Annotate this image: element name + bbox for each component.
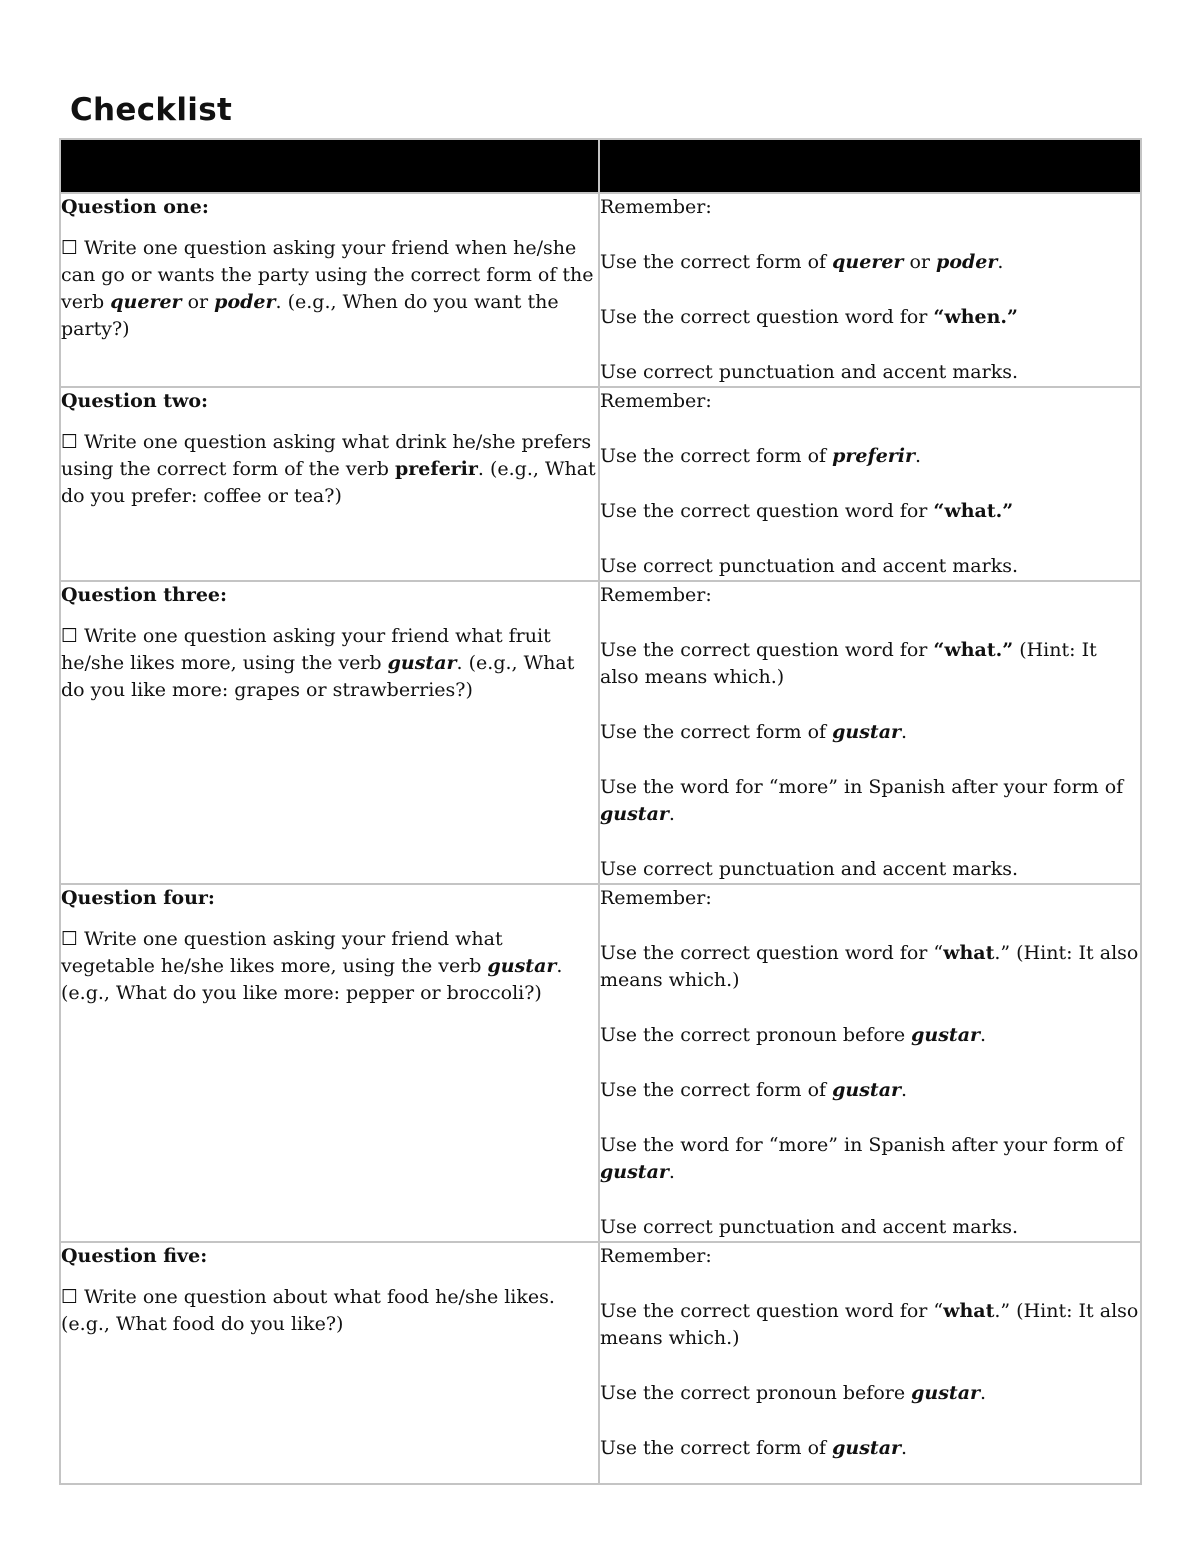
checklist-item: Use the correct form of querer or poder.: [600, 251, 1004, 273]
question-cell: [60, 193, 599, 387]
header-cell-task: [60, 139, 599, 193]
question-cell: [60, 884, 599, 1242]
checklist-item: Use the correct question word for “what.” (Hint: It also means which.): [600, 1300, 1139, 1349]
page-title: Checklist: [70, 92, 233, 128]
table-header-row: [60, 139, 1141, 193]
question-heading: Question one:: [61, 196, 209, 218]
checkbox-icon[interactable]: ☐: [61, 431, 79, 453]
checklist-item: Use the correct form of gustar.: [600, 1079, 908, 1101]
checkbox-icon[interactable]: ☐: [61, 237, 79, 259]
question-cell: [60, 1242, 599, 1484]
checklist-item: Use the correct pronoun before gustar.: [600, 1382, 987, 1404]
remember-label: Remember:: [600, 584, 712, 606]
question-heading: Question five:: [61, 1245, 208, 1267]
remember-label: Remember:: [600, 390, 712, 412]
question-cell: [60, 581, 599, 884]
task-text: ☐ Write one question about what food he/she likes. (e.g., What food do you like?): [61, 1286, 555, 1335]
task-text: ☐ Write one question asking what drink he/she prefers using the correct form of the verb preferir. (e.g., What do you prefer: coffee or tea?): [61, 431, 596, 507]
question-heading: Question four:: [61, 887, 215, 909]
checkbox-icon[interactable]: ☐: [61, 928, 79, 950]
checklist-table: [59, 138, 1142, 1485]
checkbox-icon[interactable]: ☐: [61, 1286, 79, 1308]
checkbox-icon[interactable]: ☐: [61, 625, 79, 647]
remember-cell: [599, 193, 1141, 387]
remember-cell: [599, 884, 1141, 1242]
task-text: ☐ Write one question asking your friend what fruit he/she likes more, using the verb gustar. (e.g., What do you like more: grapes or strawberries?): [61, 625, 575, 701]
table-row: [60, 193, 1141, 387]
remember-label: Remember:: [600, 1245, 712, 1267]
checklist-item: Use the word for “more” in Spanish after your form of gustar.: [600, 776, 1124, 825]
table-row: [60, 1242, 1141, 1484]
task-text: ☐ Write one question asking your friend what vegetable he/she likes more, using the verb gustar. (e.g., What do you like more: pepper or broccoli?): [61, 928, 563, 1004]
remember-label: Remember:: [600, 196, 712, 218]
checklist-item: Use the correct question word for “what.” (Hint: It also means which.): [600, 639, 1097, 688]
checklist-item: Use the correct pronoun before gustar.: [600, 1024, 987, 1046]
question-heading: Question two:: [61, 390, 209, 412]
remember-label: Remember:: [600, 887, 712, 909]
checklist-item: Use the word for “more” in Spanish after your form of gustar.: [600, 1134, 1124, 1183]
header-cell-remember: [599, 139, 1141, 193]
checklist-item: Use the correct form of preferir.: [600, 445, 922, 467]
checklist-item: Use correct punctuation and accent marks.: [600, 555, 1019, 577]
checklist-item: Use the correct form of gustar.: [600, 1437, 908, 1459]
checklist-item: Use the correct question word for “what.” (Hint: It also means which.): [600, 942, 1139, 991]
checklist-item: Use correct punctuation and accent marks.: [600, 1216, 1019, 1238]
checklist-item: Use the correct form of gustar.: [600, 721, 908, 743]
checklist-item: Use correct punctuation and accent marks.: [600, 858, 1019, 880]
table-row: [60, 884, 1141, 1242]
question-heading: Question three:: [61, 584, 228, 606]
task-text: ☐ Write one question asking your friend when he/she can go or wants the party using the correct form of the verb querer or poder. (e.g., When do you want the party?): [61, 237, 594, 340]
checklist-item: Use correct punctuation and accent marks.: [600, 361, 1019, 383]
remember-cell: [599, 387, 1141, 581]
remember-cell: [599, 1242, 1141, 1484]
table-row: [60, 581, 1141, 884]
remember-cell: [599, 581, 1141, 884]
question-cell: [60, 387, 599, 581]
checklist-item: Use the correct question word for “when.”: [600, 306, 1018, 328]
table-row: [60, 387, 1141, 581]
checklist-item: Use the correct question word for “what.”: [600, 500, 1014, 522]
